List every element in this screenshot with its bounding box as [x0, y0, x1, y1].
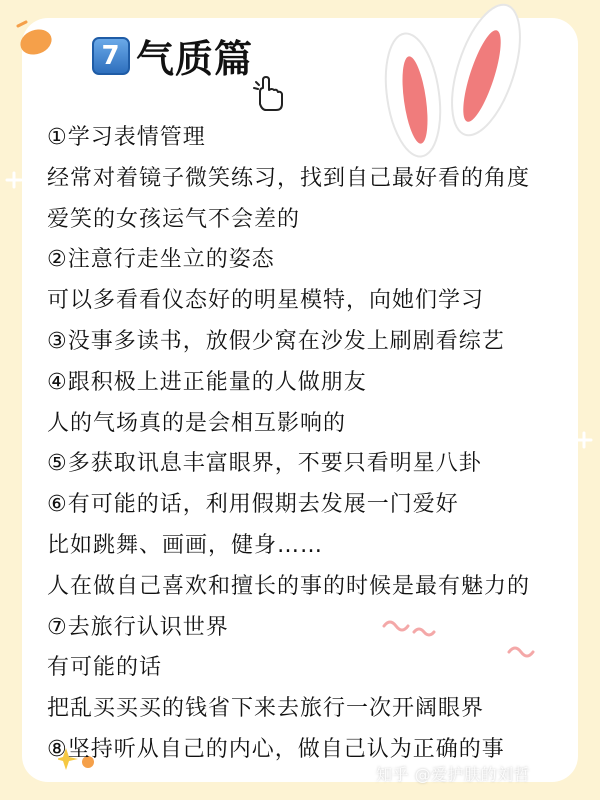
tip-line: 爱笑的女孩运气不会差的 [47, 206, 301, 232]
tip-line: ②注意行走坐立的姿态 [47, 247, 275, 273]
tip-line: 比如跳舞、画画，健身…… [47, 532, 324, 558]
title-text: 气质篇 [136, 37, 254, 81]
tip-line: 人在做自己喜欢和擅长的事的时候是最有魅力的 [47, 573, 531, 599]
tip-line: ③没事多读书，放假少窝在沙发上刷剧看综艺 [47, 328, 505, 354]
tips-list [47, 118, 592, 771]
tip-line: ①学习表情管理 [47, 125, 206, 150]
tip-line: 人的气场真的是会相互影响的 [47, 410, 347, 436]
tip-line: ④跟积极上进正能量的人做朋友 [47, 369, 367, 395]
tip-line: 可以多看看仪态好的明星模特，向她们学习 [47, 288, 485, 314]
cross-decoration-left [4, 170, 24, 190]
keycap-number-icon: 7 [92, 37, 130, 75]
tip-line: 有可能的话 [47, 655, 163, 681]
tip-line: ⑥有可能的话，利用假期去发展一门爱好 [47, 492, 459, 518]
tip-line: ⑤多获取讯息丰富眼界，不要只看明星八卦 [47, 451, 482, 477]
watermark: 知乎 @爱护肤的刘哲 [376, 765, 531, 784]
tip-line: 把乱买买买的钱省下来去旅行一次开阔眼界 [47, 696, 485, 722]
page-title [92, 28, 253, 83]
tip-line: ⑦去旅行认识世界 [47, 614, 229, 640]
orange-blob-decoration [14, 20, 60, 60]
pointing-hand-icon [250, 74, 290, 114]
tip-line: 经常对着镜子微笑练习，找到自己最好看的角度 [47, 165, 531, 191]
tip-line: ⑧坚持听从自己的内心，做自己认为正确的事 [47, 736, 505, 762]
